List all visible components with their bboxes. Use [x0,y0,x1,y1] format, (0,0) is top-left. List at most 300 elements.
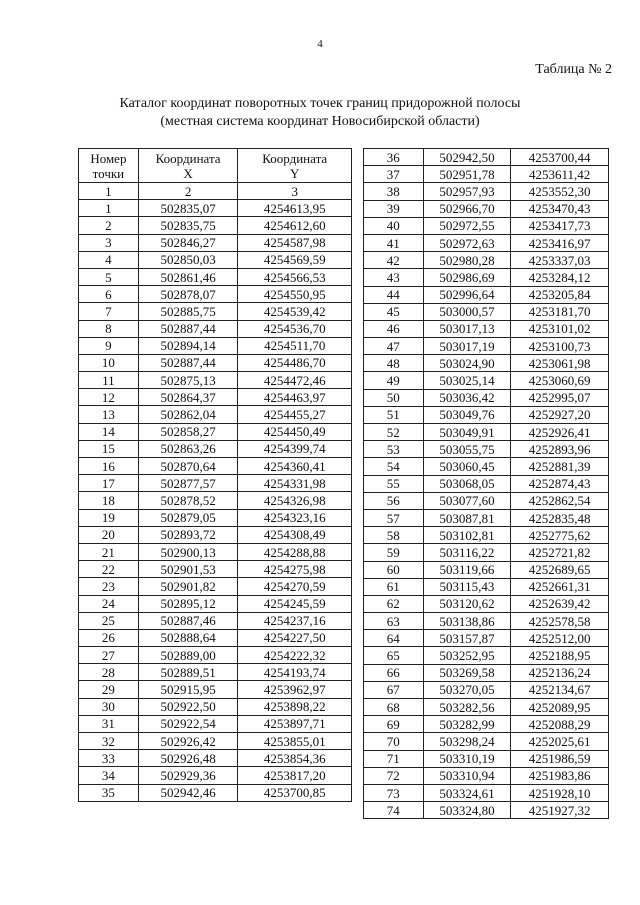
table-row [79,561,352,578]
coordinate-x-cell: 502877,57 [138,475,238,492]
coordinate-y-cell: 4254613,95 [238,200,352,217]
point-number-cell: 7 [79,303,139,320]
table-row [364,767,609,784]
coordinate-x-cell: 503310,19 [423,750,511,767]
coordinate-x-cell: 502887,46 [138,612,238,629]
point-number-cell: 3 [79,234,139,251]
table-row [364,355,609,372]
coordinate-y-cell: 4252995,07 [511,389,609,406]
coordinate-y-cell: 4253100,73 [511,338,609,355]
table-row [364,509,609,526]
coordinate-x-cell: 503310,94 [423,767,511,784]
table-row [364,664,609,681]
table-row [79,733,352,750]
coordinate-x-cell: 502926,42 [138,733,238,750]
coordinate-y-cell: 4254288,88 [238,543,352,560]
point-number-cell: 31 [79,715,139,732]
coordinate-y-cell: 4253962,97 [238,681,352,698]
table-row [364,578,609,595]
point-number-cell: 64 [364,630,424,647]
coordinate-y-cell: 4252661,31 [511,578,609,595]
coordinate-x-cell: 502951,78 [423,166,511,183]
coordinate-x-cell: 503282,99 [423,716,511,733]
coordinate-y-cell: 4253611,42 [511,166,609,183]
coordinate-y-cell: 4251983,86 [511,767,609,784]
table-row [364,716,609,733]
coordinate-x-cell: 502885,75 [138,303,238,320]
table-row [79,543,352,560]
coordinate-x-cell: 503017,19 [423,338,511,355]
point-number-cell: 6 [79,286,139,303]
coordinate-x-cell: 503017,13 [423,320,511,337]
coordinate-x-cell: 503138,86 [423,613,511,630]
point-number-cell: 43 [364,269,424,286]
coordinate-x-cell: 502878,07 [138,286,238,303]
table-row [364,595,609,612]
coordinate-y-cell: 4254569,59 [238,251,352,268]
point-number-cell: 8 [79,320,139,337]
table-row [79,612,352,629]
coordinate-y-cell: 4254536,70 [238,320,352,337]
coordinate-x-cell: 503102,81 [423,527,511,544]
table-row [79,251,352,268]
coordinate-y-cell: 4254612,60 [238,217,352,234]
point-number-cell: 32 [79,733,139,750]
coordinate-x-cell: 502915,95 [138,681,238,698]
table-row [79,268,352,285]
coordinate-x-cell: 502878,52 [138,492,238,509]
coordinate-x-cell: 502888,64 [138,629,238,646]
point-number-cell: 9 [79,337,139,354]
header-point-number: Номер точки [79,149,139,183]
point-number-cell: 60 [364,561,424,578]
coordinate-y-cell: 4254455,27 [238,406,352,423]
coordinate-y-cell: 4252926,41 [511,424,609,441]
coordinate-x-cell: 502922,50 [138,698,238,715]
coordinate-x-cell: 503157,87 [423,630,511,647]
coordinate-x-cell: 502879,05 [138,509,238,526]
point-number-cell: 38 [364,183,424,200]
coordinate-y-cell: 4254486,70 [238,354,352,371]
point-number-cell: 30 [79,698,139,715]
table-row [364,613,609,630]
table-row [364,372,609,389]
table-row [364,802,609,819]
coordinate-y-cell: 4252893,96 [511,441,609,458]
coordinate-x-cell: 503055,75 [423,441,511,458]
coordinate-x-cell: 503324,80 [423,802,511,819]
table-row [364,475,609,492]
table-row [79,629,352,646]
table-row [79,595,352,612]
point-number-cell: 22 [79,561,139,578]
table-row [364,389,609,406]
coordinate-y-cell: 4253181,70 [511,303,609,320]
table-row [364,252,609,269]
coordinate-x-cell: 502889,00 [138,647,238,664]
coordinate-x-cell: 502887,44 [138,354,238,371]
point-number-cell: 65 [364,647,424,664]
point-number-cell: 34 [79,767,139,784]
coordinate-y-cell: 4253060,69 [511,372,609,389]
table-row [79,200,352,217]
table-row [79,750,352,767]
coordinate-y-cell: 4254511,70 [238,337,352,354]
coordinate-x-cell: 502835,07 [138,200,238,217]
coordinate-x-cell: 502957,93 [423,183,511,200]
table-row [364,527,609,544]
coordinate-y-cell: 4254270,59 [238,578,352,595]
coordinate-x-cell: 503049,76 [423,406,511,423]
coordinate-y-cell: 4252136,24 [511,664,609,681]
coordinate-x-cell: 502893,72 [138,526,238,543]
coordinate-x-cell: 502926,48 [138,750,238,767]
table-row [79,217,352,234]
table-row [79,784,352,801]
point-number-cell: 12 [79,389,139,406]
coordinate-x-cell: 502895,12 [138,595,238,612]
coordinate-y-cell: 4252134,67 [511,681,609,698]
point-number-cell: 20 [79,526,139,543]
table-row [79,458,352,475]
coordinate-x-cell: 502980,28 [423,252,511,269]
table-row [364,784,609,801]
table-row [79,372,352,389]
table-row [79,406,352,423]
coordinate-y-cell: 4254331,98 [238,475,352,492]
coordinate-x-cell: 503252,95 [423,647,511,664]
table-row [79,320,352,337]
coordinate-y-cell: 4253284,12 [511,269,609,286]
coordinate-y-cell: 4253855,01 [238,733,352,750]
coordinate-y-cell: 4251927,32 [511,802,609,819]
table-row [364,750,609,767]
point-number-cell: 4 [79,251,139,268]
coordinate-x-cell: 502966,70 [423,200,511,217]
coordinate-y-cell: 4254360,41 [238,458,352,475]
point-number-cell: 49 [364,372,424,389]
coordinates-table-left [78,148,352,802]
point-number-cell: 40 [364,217,424,234]
point-number-cell: 45 [364,303,424,320]
table-row [364,286,609,303]
coordinate-x-cell: 502846,27 [138,234,238,251]
table-row [79,698,352,715]
coordinate-y-cell: 4254539,42 [238,303,352,320]
document-title [0,95,640,131]
point-number-cell: 72 [364,767,424,784]
point-number-cell: 50 [364,389,424,406]
coordinate-x-cell: 503087,81 [423,509,511,526]
point-number-cell: 61 [364,578,424,595]
point-number-cell: 67 [364,681,424,698]
table-row [364,424,609,441]
point-number-cell: 63 [364,613,424,630]
coordinate-y-cell: 4252881,39 [511,458,609,475]
coordinate-x-cell: 502972,55 [423,217,511,234]
point-number-cell: 17 [79,475,139,492]
coordinate-y-cell: 4254450,49 [238,423,352,440]
point-number-cell: 74 [364,802,424,819]
header-coordinate-x: Координата X [138,149,238,183]
coordinate-y-cell: 4252578,58 [511,613,609,630]
point-number-cell: 42 [364,252,424,269]
table-row [79,509,352,526]
coordinate-x-cell: 502862,04 [138,406,238,423]
point-number-cell: 21 [79,543,139,560]
table-row [364,320,609,337]
point-number-cell: 24 [79,595,139,612]
coordinate-y-cell: 4252862,54 [511,492,609,509]
point-number-cell: 5 [79,268,139,285]
header-row [79,149,352,183]
point-number-cell: 70 [364,733,424,750]
coordinate-y-cell: 4252775,62 [511,527,609,544]
table-row [79,681,352,698]
coordinate-y-cell: 4253101,02 [511,320,609,337]
point-number-cell: 13 [79,406,139,423]
table-row [364,699,609,716]
coordinate-y-cell: 4254245,59 [238,595,352,612]
point-number-cell: 25 [79,612,139,629]
table-row [364,338,609,355]
coordinate-y-cell: 4254463,97 [238,389,352,406]
coordinate-y-cell: 4252927,20 [511,406,609,423]
coordinate-y-cell: 4254237,16 [238,612,352,629]
coordinate-x-cell: 503115,43 [423,578,511,595]
point-number-cell: 48 [364,355,424,372]
coordinate-y-cell: 4252639,42 [511,595,609,612]
coordinate-x-cell: 502889,51 [138,664,238,681]
point-number-cell: 51 [364,406,424,423]
coordinate-x-cell: 503024,90 [423,355,511,372]
point-number-cell: 23 [79,578,139,595]
coordinate-x-cell: 502858,27 [138,423,238,440]
table-row [79,234,352,251]
title-line-2: (местная система координат Новосибирской области) [160,114,480,129]
table-row [364,561,609,578]
coordinate-y-cell: 4254550,95 [238,286,352,303]
point-number-cell: 71 [364,750,424,767]
coordinate-x-cell: 502942,46 [138,784,238,801]
table-row [364,681,609,698]
table-row [364,303,609,320]
coordinate-x-cell: 503060,45 [423,458,511,475]
table-row [364,269,609,286]
table-row [364,200,609,217]
point-number-cell: 26 [79,629,139,646]
point-number-cell: 29 [79,681,139,698]
coordinate-x-cell: 502887,44 [138,320,238,337]
coordinate-x-cell: 503324,61 [423,784,511,801]
table-row [79,389,352,406]
coordinate-x-cell: 503282,56 [423,699,511,716]
coordinate-y-cell: 4252835,48 [511,509,609,526]
point-number-cell: 14 [79,423,139,440]
point-number-cell: 58 [364,527,424,544]
point-number-cell: 68 [364,699,424,716]
table-row [364,183,609,200]
table-row [364,647,609,664]
coordinate-x-cell: 502875,13 [138,372,238,389]
coordinate-y-cell: 4252512,00 [511,630,609,647]
table-row [364,630,609,647]
point-number-cell: 16 [79,458,139,475]
coordinate-y-cell: 4253205,84 [511,286,609,303]
coordinate-x-cell: 502972,63 [423,234,511,251]
coordinate-y-cell: 4253470,43 [511,200,609,217]
coordinate-x-cell: 503116,22 [423,544,511,561]
table-row [364,544,609,561]
coordinate-y-cell: 4253898,22 [238,698,352,715]
coordinate-y-cell: 4254222,32 [238,647,352,664]
coordinate-x-cell: 503298,24 [423,733,511,750]
table-row [364,149,609,166]
coordinate-y-cell: 4254326,98 [238,492,352,509]
coordinate-x-cell: 503025,14 [423,372,511,389]
coordinate-y-cell: 4252874,43 [511,475,609,492]
coordinate-y-cell: 4253417,73 [511,217,609,234]
coordinate-x-cell: 503068,05 [423,475,511,492]
coordinate-x-cell: 503049,91 [423,424,511,441]
coordinate-y-cell: 4253817,20 [238,767,352,784]
table-row [79,767,352,784]
point-number-cell: 52 [364,424,424,441]
point-number-cell: 73 [364,784,424,801]
point-number-cell: 66 [364,664,424,681]
table-row [79,423,352,440]
table-row [364,441,609,458]
coordinate-x-cell: 503077,60 [423,492,511,509]
point-number-cell: 47 [364,338,424,355]
coordinate-x-cell: 503120,62 [423,595,511,612]
coordinate-x-cell: 502901,82 [138,578,238,595]
coordinate-y-cell: 4253897,71 [238,715,352,732]
coordinate-x-cell: 502863,26 [138,440,238,457]
coordinate-x-cell: 502929,36 [138,767,238,784]
table-row [79,337,352,354]
table-row [364,217,609,234]
coordinate-y-cell: 4253854,36 [238,750,352,767]
coordinate-y-cell: 4252721,82 [511,544,609,561]
point-number-cell: 28 [79,664,139,681]
coordinate-x-cell: 502870,64 [138,458,238,475]
point-number-cell: 2 [79,217,139,234]
coordinate-x-cell: 502864,37 [138,389,238,406]
coordinate-x-cell: 502901,53 [138,561,238,578]
table-row [79,715,352,732]
table-label: Таблица № 2 [535,62,612,77]
column-number-2: 2 [138,183,238,200]
point-number-cell: 56 [364,492,424,509]
table-row [79,286,352,303]
coordinate-x-cell: 502850,03 [138,251,238,268]
point-number-cell: 19 [79,509,139,526]
coordinate-y-cell: 4252089,95 [511,699,609,716]
header-coordinate-y: Координата Y [238,149,352,183]
point-number-cell: 33 [79,750,139,767]
column-number-1: 1 [79,183,139,200]
coordinate-x-cell: 502996,64 [423,286,511,303]
table-row [79,647,352,664]
point-number-cell: 11 [79,372,139,389]
coordinate-y-cell: 4253416,97 [511,234,609,251]
coordinate-x-cell: 503000,57 [423,303,511,320]
point-number-cell: 46 [364,320,424,337]
coordinate-y-cell: 4254399,74 [238,440,352,457]
point-number-cell: 69 [364,716,424,733]
page-number: 4 [317,38,323,50]
table-row [364,733,609,750]
point-number-cell: 18 [79,492,139,509]
coordinate-y-cell: 4254275,98 [238,561,352,578]
coordinate-x-cell: 502894,14 [138,337,238,354]
point-number-cell: 55 [364,475,424,492]
coordinate-y-cell: 4252025,61 [511,733,609,750]
table-row [364,166,609,183]
table-row [79,475,352,492]
coordinate-y-cell: 4251928,10 [511,784,609,801]
table-row [79,664,352,681]
point-number-cell: 35 [79,784,139,801]
table-row [79,354,352,371]
point-number-cell: 27 [79,647,139,664]
table-row [79,492,352,509]
table-row [79,578,352,595]
coordinate-x-cell: 502942,50 [423,149,511,166]
table-row [79,526,352,543]
coordinate-y-cell: 4251986,59 [511,750,609,767]
point-number-cell: 53 [364,441,424,458]
coordinate-y-cell: 4254566,53 [238,268,352,285]
coordinate-x-cell: 502861,46 [138,268,238,285]
coordinate-x-cell: 503036,42 [423,389,511,406]
point-number-cell: 39 [364,200,424,217]
coordinate-y-cell: 4254472,46 [238,372,352,389]
coordinate-x-cell: 502900,13 [138,543,238,560]
point-number-cell: 59 [364,544,424,561]
point-number-cell: 41 [364,234,424,251]
coordinate-y-cell: 4254227,50 [238,629,352,646]
point-number-cell: 57 [364,509,424,526]
point-number-cell: 10 [79,354,139,371]
coordinate-x-cell: 503269,58 [423,664,511,681]
point-number-cell: 37 [364,166,424,183]
table-row [364,406,609,423]
table-row [364,234,609,251]
coordinate-x-cell: 502922,54 [138,715,238,732]
coordinate-y-cell: 4252088,29 [511,716,609,733]
table-row [79,440,352,457]
point-number-cell: 54 [364,458,424,475]
column-number-3: 3 [238,183,352,200]
coordinate-y-cell: 4252689,65 [511,561,609,578]
point-number-cell: 44 [364,286,424,303]
coordinates-table-right [363,148,609,819]
coordinate-x-cell: 502986,69 [423,269,511,286]
table-row [79,303,352,320]
point-number-cell: 36 [364,149,424,166]
coordinate-y-cell: 4254193,74 [238,664,352,681]
coordinate-x-cell: 503119,66 [423,561,511,578]
coordinate-y-cell: 4252188,95 [511,647,609,664]
coordinate-y-cell: 4253337,03 [511,252,609,269]
coordinate-y-cell: 4253552,30 [511,183,609,200]
column-number-row [79,183,352,200]
coordinate-y-cell: 4254308,49 [238,526,352,543]
table-row [364,458,609,475]
coordinate-y-cell: 4253061,98 [511,355,609,372]
